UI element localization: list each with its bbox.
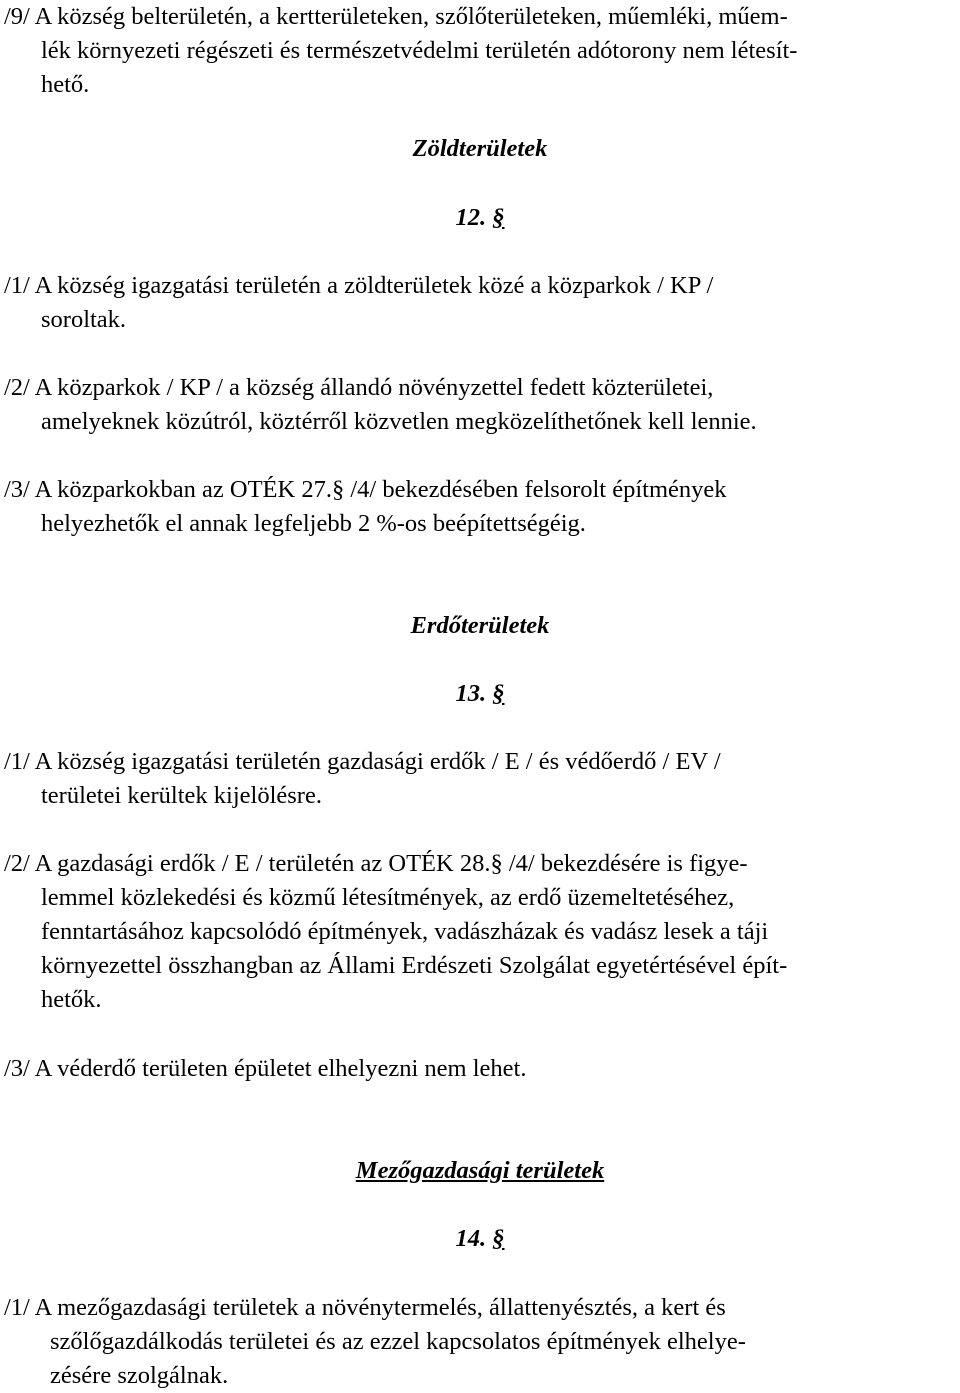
paragraph-line: /1/ A község igazgatási területén a zöldterületek közé a közparkok / KP / (4, 272, 714, 299)
section-number: 14. (455, 1225, 487, 1252)
paragraph-line: soroltak. (41, 306, 127, 333)
section-12-paragraph-2 (4, 371, 952, 439)
paragraph-line: /1/ A község igazgatási területén gazdasági erdők / E / és védőerdő / EV / (4, 748, 721, 775)
paragraph-line: környezettel összhangban az Állami Erdészeti Szolgálat egyetértésével épít- (41, 952, 788, 979)
section-12-paragraph-1 (4, 269, 952, 337)
paragraph-line: /2/ A gazdasági erdők / E / területén az OTÉK 28.§ /4/ bekezdésére is figye- (4, 850, 748, 877)
heading-mezogazdasagi-teruletek (0, 1154, 960, 1188)
section-number-12 (0, 201, 960, 235)
heading-text: Zöldterületek (412, 135, 548, 162)
section-13-paragraph-2 (4, 847, 952, 1017)
heading-text: Mezőgazdasági területek (355, 1157, 605, 1184)
heading-zoldteruletek (0, 132, 960, 166)
paragraph-line: /3/ A közparkokban az OTÉK 27.§ /4/ bekezdésében felsorolt építmények (4, 476, 727, 503)
section-number: 12. (455, 204, 487, 231)
heading-erdoteruletek (0, 609, 960, 643)
paragraph-line: lemmel közlekedési és közmű létesítmények, az erdő üzemeltetéséhez, (41, 884, 735, 911)
section-12-paragraph-3 (4, 473, 952, 541)
section-number-14 (0, 1222, 960, 1256)
section-14-paragraph-1 (4, 1291, 952, 1393)
paragraph-line: /9/ A község belterületén, a kertterületeken, szőlőterületeken, műemléki, műem- (4, 3, 788, 30)
paragraph-line: /1/ A mezőgazdasági területek a növénytermelés, állattenyésztés, a kert és (4, 1294, 726, 1321)
paragraph-line: amelyeknek közútról, köztérről közvetlen megközelíthetőnek kell lennie. (41, 408, 757, 435)
section-sign: § (492, 1225, 505, 1252)
heading-text: Erdőterületek (410, 612, 550, 639)
section-number-13 (0, 677, 960, 711)
paragraph-9 (4, 0, 952, 102)
paragraph-line: szőlőgazdálkodás területei és az ezzel kapcsolatos építmények elhelye- (50, 1328, 746, 1355)
paragraph-line: lék környezeti régészeti és természetvédelmi területén adótorony nem létesít- (41, 37, 798, 64)
paragraph-line: hetők. (41, 986, 102, 1013)
section-sign: § (492, 680, 505, 707)
paragraph-line: zésére szolgálnak. (50, 1362, 229, 1389)
paragraph-line: /3/ A véderdő területen épületet elhelyezni nem lehet. (4, 1055, 527, 1082)
section-number: 13. (455, 680, 487, 707)
section-sign: § (492, 204, 505, 231)
paragraph-line: területei kerültek kijelölésre. (41, 782, 322, 809)
paragraph-line: helyezhetők el annak legfeljebb 2 %-os beépítettségéig. (41, 510, 586, 537)
section-13-paragraph-3 (4, 1052, 952, 1086)
paragraph-line: fenntartásához kapcsolódó építmények, vadászházak és vadász lesek a táji (41, 918, 769, 945)
section-13-paragraph-1 (4, 745, 952, 813)
paragraph-line: hető. (41, 71, 90, 98)
paragraph-line: /2/ A közparkok / KP / a község állandó növényzettel fedett közterületei, (4, 374, 714, 401)
